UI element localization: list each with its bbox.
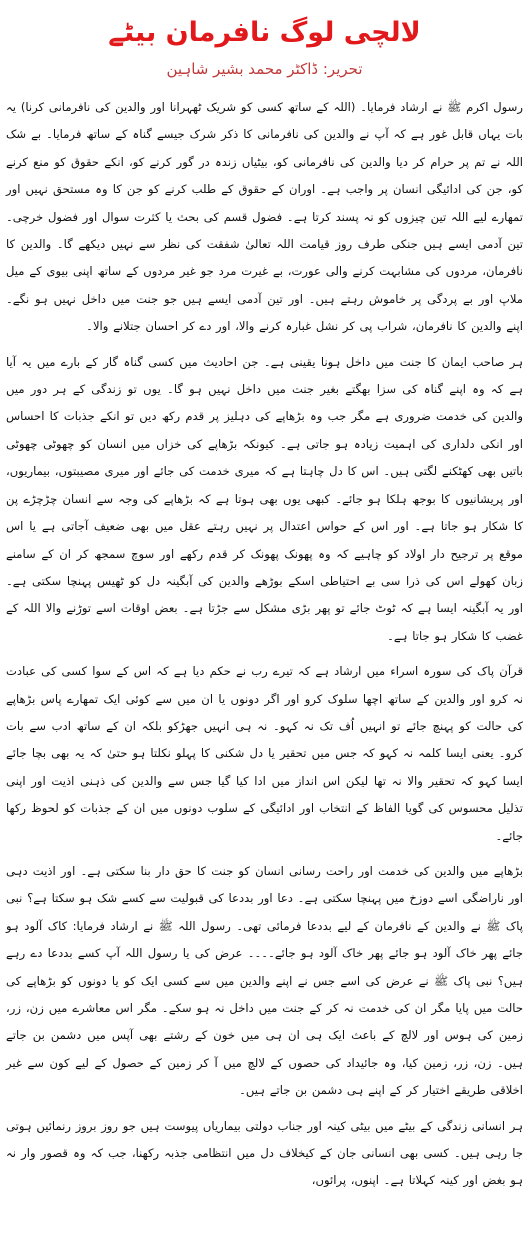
article-title: لالچی لوگ نافرمان بیٹے [108, 17, 421, 48]
article-paragraph-4: بڑھاپے میں والدین کی خدمت اور راحت رسانی انسان کو جنت کا حق دار بنا سکتی ہے۔ اور اذیت دہی اور ناراضگی اسے دوزخ میں پہنچا سکتی ہے۔ دعا اور بددعا کی قبولیت سے کسے شک ہو سکتا ہے؟ نبی پاک ﷺ نے والدین کے نافرمان کے لیے بددعا فرمائی تھی۔ رسول اللہ ﷺ نے ارشاد فرمایا: کاک آلود ہو جائے پھر خاک آلود ہو جائے پھر خاک آلود ہو جائے۔۔۔۔ عرض کی یا رسول اللہ آپ کسے بددعا دے رہے ہیں؟ نبی پاک ﷺ نے عرض کی اسے جس نے اپنے والدین میں سے کسی ایک کو یا دونوں کو بڑھاپے کی حالت میں پایا مگر ان کی خدمت نہ کر کے جنت میں داخل نہ ہو سکے۔ مگر اس معاشرے میں زن، زر، زمین کی ہوس اور لالچ کے باعث ایک ہی ان ہی میں خون کے رشتے بھی آپس میں دشمن بن جاتے ہیں۔ زن، زر، زمین کیا، وہ جائیداد کی حصوں کے لالچ میں آ کر زمین کے حصول کے لیے کون سے غیر اخلاقی طریقے اختیار کر کے اپنے ہی دشمن بن جاتے ہیں۔ [6, 863, 523, 1098]
article-paragraph-2: ہر صاحب ایمان کا جنت میں داخل ہونا یقینی ہے۔ جن احادیث میں کسی گناہ گار کے بارے میں یہ آیا ہے کہ وہ اپنے گناہ کی سزا بھگتے بغیر جنت میں داخل نہیں ہو گا۔ یوں تو زندگی کے ہر دور میں والدین کی خدمت ضروری ہے مگر جب وہ بڑھاپے کی دہلیز پر قدم رکھ دیں تو انکے جذبات کا احساس اور انکی دلداری کی اہمیت زیادہ ہو جاتی ہے۔ کیونکہ بڑھاپے کی خزاں میں انسان کو چھوٹی چھوٹی باتیں بھی کھٹکنے لگتی ہیں۔ اس کا دل چاہتا ہے کہ میری خدمت کی جائے اور میری مصیبتوں، بیماریوں، اور پریشانیوں کا بوجھ ہلکا ہو جائے۔ کبھی یوں بھی ہوتا ہے کہ بڑھاپے کی وجہ سے انسان چڑچڑے پن کا شکار ہو جاتا ہے۔ اور اس کے حواس اعتدال پر نہیں رہتے عقل میں بھی ضعیف آجاتی ہے یا اس موقع پر ترجیح دار اولاد کو چاہیے کہ وہ پھونک پھونک کر قدم رکھے اور سوچ سمجھ کر ان کے سامنے زبان کھولے اس کی ذرا سی بے احتیاطی اسکے بوڑھے والدین کی آبگینہ دل کو ٹھیس پہنچا سکتی ہے۔ اور یہ آبگینہ ایسا ہے کہ ٹوٹ جائے تو پھر بڑی مشکل سے جڑتا ہے۔ بعض اوقات اسے توڑنے والا اللہ کے غضب کا شکار ہو جاتا ہے۔ [6, 354, 523, 643]
article-paragraph-5: ہر انسانی زندگی کے بیٹے میں بیٹی کینہ اور جناب دولتی بیماریاں پیوست ہیں جو روز بروز رنمائیں ہوتی جا رہی ہیں۔ کسی بھی انسانی جان کے کیخلاف دل میں انتظامی جذبہ رکھنا، جب کہ وہ قصور وار نہ ہو بغض اور کینہ کہلاتا ہے۔ اپنوں، پرائوں، [6, 1118, 523, 1188]
article-byline: تحریر: ڈاکٹر محمد بشیر شاہین [166, 60, 363, 78]
article-paragraph-1: رسول اکرم ﷺ نے ارشاد فرمایا۔ (اللہ کے ساتھ کسی کو شریک ٹھہرانا اور والدین کی نافرمانی کرنا) یہ بات یہاں قابل غور ہے کہ آپ نے والدین کی نافرمانی کا ذکر شرک جیسے گناہ کے ساتھ فرمایا۔ بے شک اللہ نے تم پر حرام کر دیا والدین کی نافرمانی کو، بیٹیاں زندہ در گور کرنے کو، انکے حقوق کو منع کرنے کو، جن کی ادائیگی انسان پر واجب ہے۔ اوران کے حقوق کے طلب کرنے کو جن کا وہ مستحق نہیں اور تمھارے لیے اللہ تین چیزوں کو نہ پسند کرتا ہے۔ فضول قسم کی بحث یا کثرت سوال اور فضول خرچی۔ تین آدمی ایسے ہیں جنکی طرف روز قیامت اللہ تعالیٰ شفقت کی نظر سے نہیں دیکھے گا۔ والدین کا نافرمان، مردوں کی مشابہت کرنے والی عورت، بے غیرت مرد جو غیر مردوں کے ساتھ اپنی بیوی کے میل ملاپ اور بے پردگی پر خاموش رہتے ہیں۔ اور تین آدمی ایسے ہیں جو جنت میں داخل نہیں ہو نگے۔ اپنے والدین کا نافرمان، شراب پی کر نشل غبارہ کرنے والا، اور دے کر احسان جتلانے والا۔ [6, 100, 523, 334]
article-paragraph-3: قرآن پاک کی سورہ اسراء میں ارشاد ہے کہ تیرے رب نے حکم دیا ہے کہ اس کے سوا کسی کی عبادت نہ کرو اور والدین کے ساتھ اچھا سلوک کرو اور اگر دونوں یا ان میں سے کوئی ایک تمھارے پاس بڑھاپے کی حالت کو پہنچ جائے تو انہیں اُف تک نہ کہو۔ نہ ہی انہیں جھڑکو بلکہ ان کے ساتھ ادب سے بات کرو۔ یعنی ایسا کلمہ نہ کہو کہ جس میں تحقیر یا دل شکنی کا پہلو نکلتا ہو حتیٰ کہ یہ بھی بچا جائے ایسا کہو کہ تحقیر والا نہ تھا لیکن اس انداز میں ادا کیا گیا جس سے والدین کی ذہنی اذیت اور اپنی تذلیل محسوس کی گویا الفاظ کے انتخاب اور ادائیگی کے سلوب دونوں میں ان کے جذبات کو لحوظ رکھا جائے۔ [6, 664, 523, 843]
